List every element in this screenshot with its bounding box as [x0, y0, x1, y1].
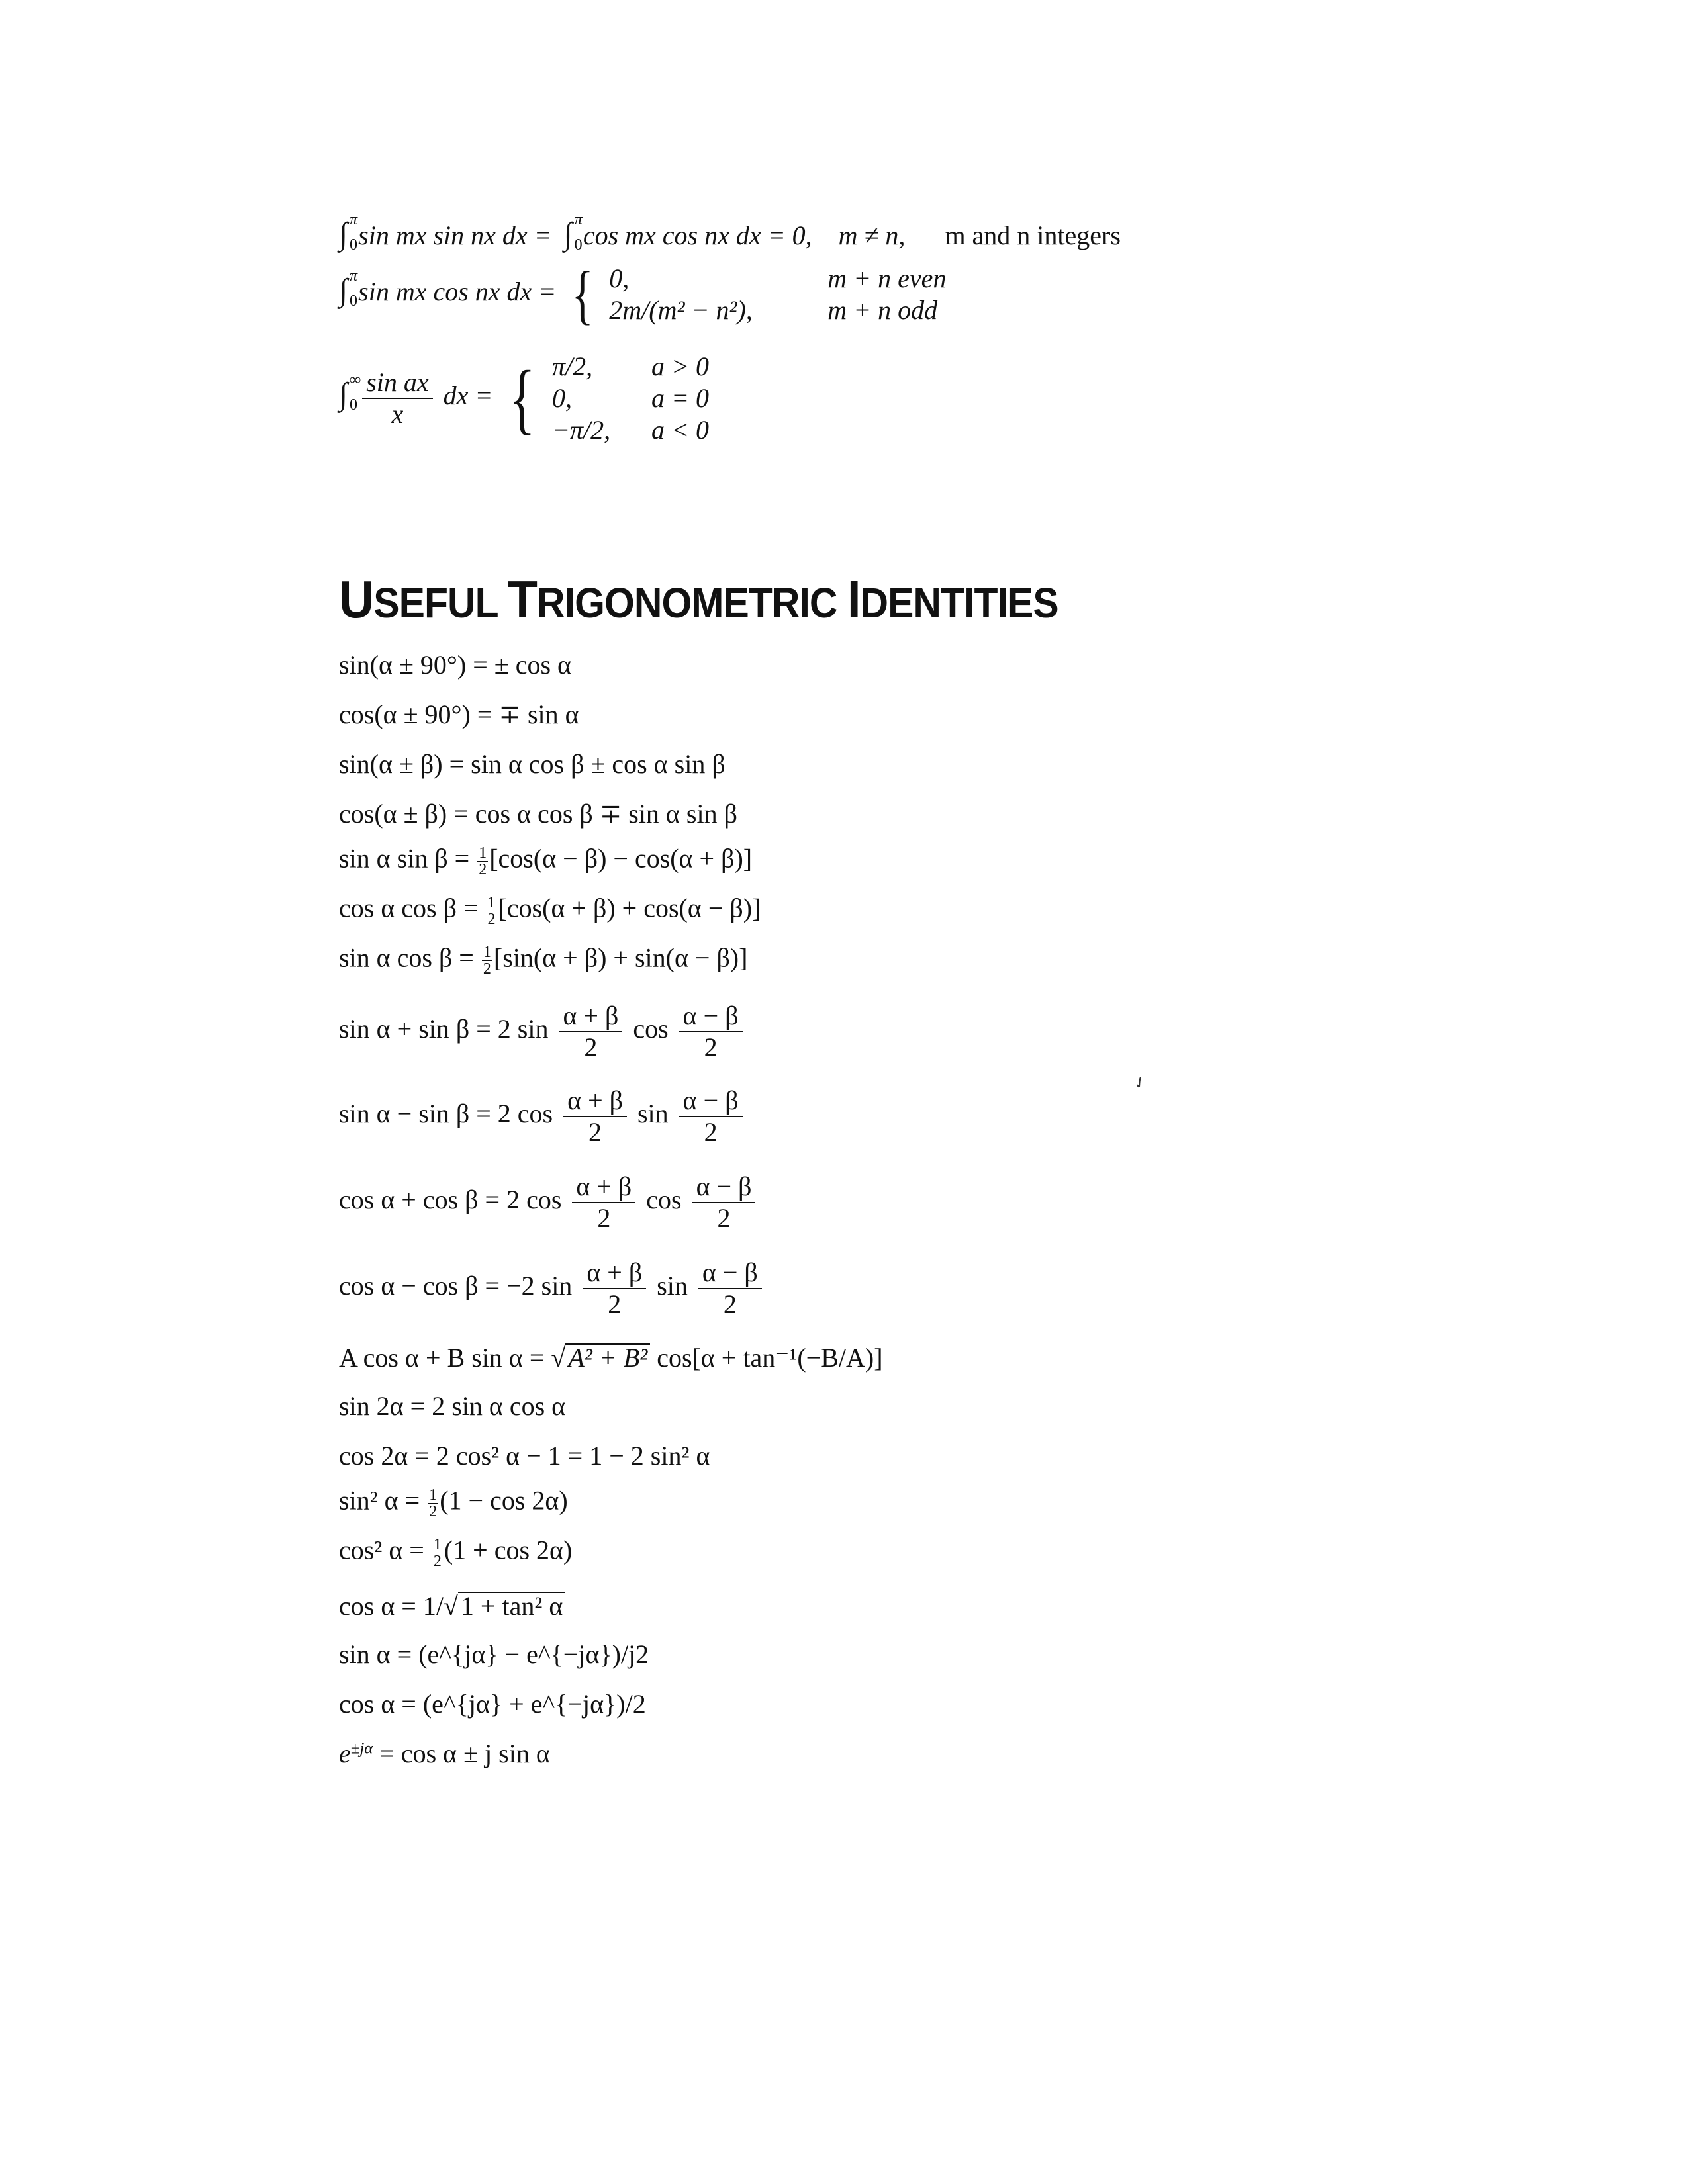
cases-mixed [609, 263, 946, 326]
integral-sinc-tail: dx = [443, 381, 493, 411]
fraction: $\frac{\alpha + \beta}{2}$ [563, 1085, 627, 1148]
identity-12: A cos α + B sin α = √ A² + B² cos[α + tan⁻¹(−B/A)] [339, 1343, 883, 1373]
identity-19: cos α = (e^{jα} + e^{−jα})/2 [339, 1689, 646, 1719]
fraction: $\frac{\alpha - \beta}{2}$ [692, 1171, 756, 1234]
integral-mixed [339, 257, 947, 331]
identity-14: cos 2α = 2 cos² α − 1 = 1 − 2 sin² α [339, 1441, 710, 1471]
identity-16: cos² α = $\frac{1}{2}$ (1 + cos 2α) [339, 1535, 573, 1570]
fraction: $\frac{\alpha + \beta}{2}$ [572, 1171, 635, 1234]
integral-orth-lhs2: cos mx cos nx dx = 0, [583, 220, 812, 250]
half-fraction: $\frac{1}{2}$ [483, 944, 491, 978]
integral-sign: ∫ ∞ 0 [339, 371, 361, 414]
identity-2: cos(α ± 90°) = ∓ sin α [339, 700, 579, 729]
fraction: $\frac{\alpha + \beta}{2}$ [583, 1257, 646, 1320]
square-root: √ 1 + tan² α [444, 1592, 565, 1619]
identity-6: cos α cos β = $\frac{1}{2}$ [cos(α + β) + cos(α − β)] [339, 893, 761, 928]
square-root: √ A² + B² [551, 1343, 650, 1371]
fraction: $\frac{\alpha - \beta}{2}$ [698, 1257, 762, 1320]
integral-sign: ∫ π 0 [339, 267, 358, 310]
fraction: $\frac{\alpha + \beta}{2}$ [559, 1001, 622, 1063]
fraction: $\frac{\alpha - \beta}{2}$ [679, 1001, 743, 1063]
integral-orth-cond1: m ≠ n, [838, 220, 906, 250]
identity-4: cos(α ± β) = cos α cos β ∓ sin α sin β [339, 799, 737, 829]
identity-1: sin(α ± 90°) = ± cos α [339, 650, 572, 680]
integral-orth-lhs1: sin mx sin nx dx = [358, 220, 552, 250]
left-brace: { [571, 257, 594, 331]
integral-orthogonality [339, 211, 1121, 253]
left-brace: { [508, 354, 536, 442]
integral-sign: ∫ π 0 [339, 211, 358, 253]
identity-17: cos α = 1/√ 1 + tan² α [339, 1592, 565, 1619]
identity-9: sin α − sin β = 2 cos $\frac{\alpha + \beta}{2}$ sin $\frac{\alpha - \beta}{2}$ [339, 1085, 747, 1148]
integral-mixed-lhs: sin mx cos nx dx = [358, 277, 557, 307]
cases-sinc [552, 351, 709, 446]
half-fraction: $\frac{1}{2}$ [433, 1536, 442, 1570]
case-row: 0, a = 0 [551, 383, 709, 413]
half-fraction: $\frac{1}{2}$ [479, 844, 487, 878]
integral-sinc [339, 351, 709, 446]
identity-3: sin(α ± β) = sin α cos β ± cos α sin β [339, 749, 726, 779]
identity-5: sin α sin β = $\frac{1}{2}$ [cos(α − β) − cos(α + β)] [339, 843, 753, 878]
case-row: π/2, a > 0 [551, 351, 709, 381]
stray-pen-mark: ✓ [1130, 1072, 1150, 1095]
identity-20: $e^{\pm j\alpha} = \cos \alpha \pm j$ sin α [339, 1739, 550, 1768]
identity-8: sin α + sin β = 2 sin $\frac{\alpha + \beta}{2}$ cos $\frac{\alpha - \beta}{2}$ [339, 1001, 747, 1063]
identity-10: cos α + cos β = 2 cos $\frac{\alpha + \beta}{2}$ cos $\frac{\alpha - \beta}{2}$ [339, 1171, 759, 1234]
identity-13: sin 2α = 2 sin α cos α [339, 1391, 566, 1421]
section-heading: USEFUL TRIGONOMETRIC IDENTITIES [339, 570, 1058, 629]
half-fraction: $\frac{1}{2}$ [487, 894, 496, 928]
case-row: −π/2, a < 0 [551, 415, 709, 445]
case-row: 0, m + n even [609, 263, 947, 293]
identity-11: cos α − cos β = −2 sin $\frac{\alpha + \beta}{2}$ sin $\frac{\alpha - \beta}{2}$ [339, 1257, 766, 1320]
integral-sign: ∫ π 0 [563, 211, 583, 253]
identity-7: sin α cos β = $\frac{1}{2}$ [sin(α + β) + sin(α − β)] [339, 942, 748, 978]
case-row: 2m/(m² − n²), m + n odd [609, 295, 938, 325]
identity-18: sin α = (e^{jα} − e^{−jα})/j2 [339, 1639, 649, 1669]
fraction: $\frac{\alpha - \beta}{2}$ [679, 1085, 743, 1148]
integral-orth-cond2: m and n integers [945, 220, 1121, 250]
half-fraction: $\frac{1}{2}$ [429, 1486, 438, 1520]
identity-15: sin² α = $\frac{1}{2}$ (1 − cos 2α) [339, 1485, 568, 1520]
fraction: $\frac{\text{sin ax}}{x}$ [362, 367, 432, 430]
